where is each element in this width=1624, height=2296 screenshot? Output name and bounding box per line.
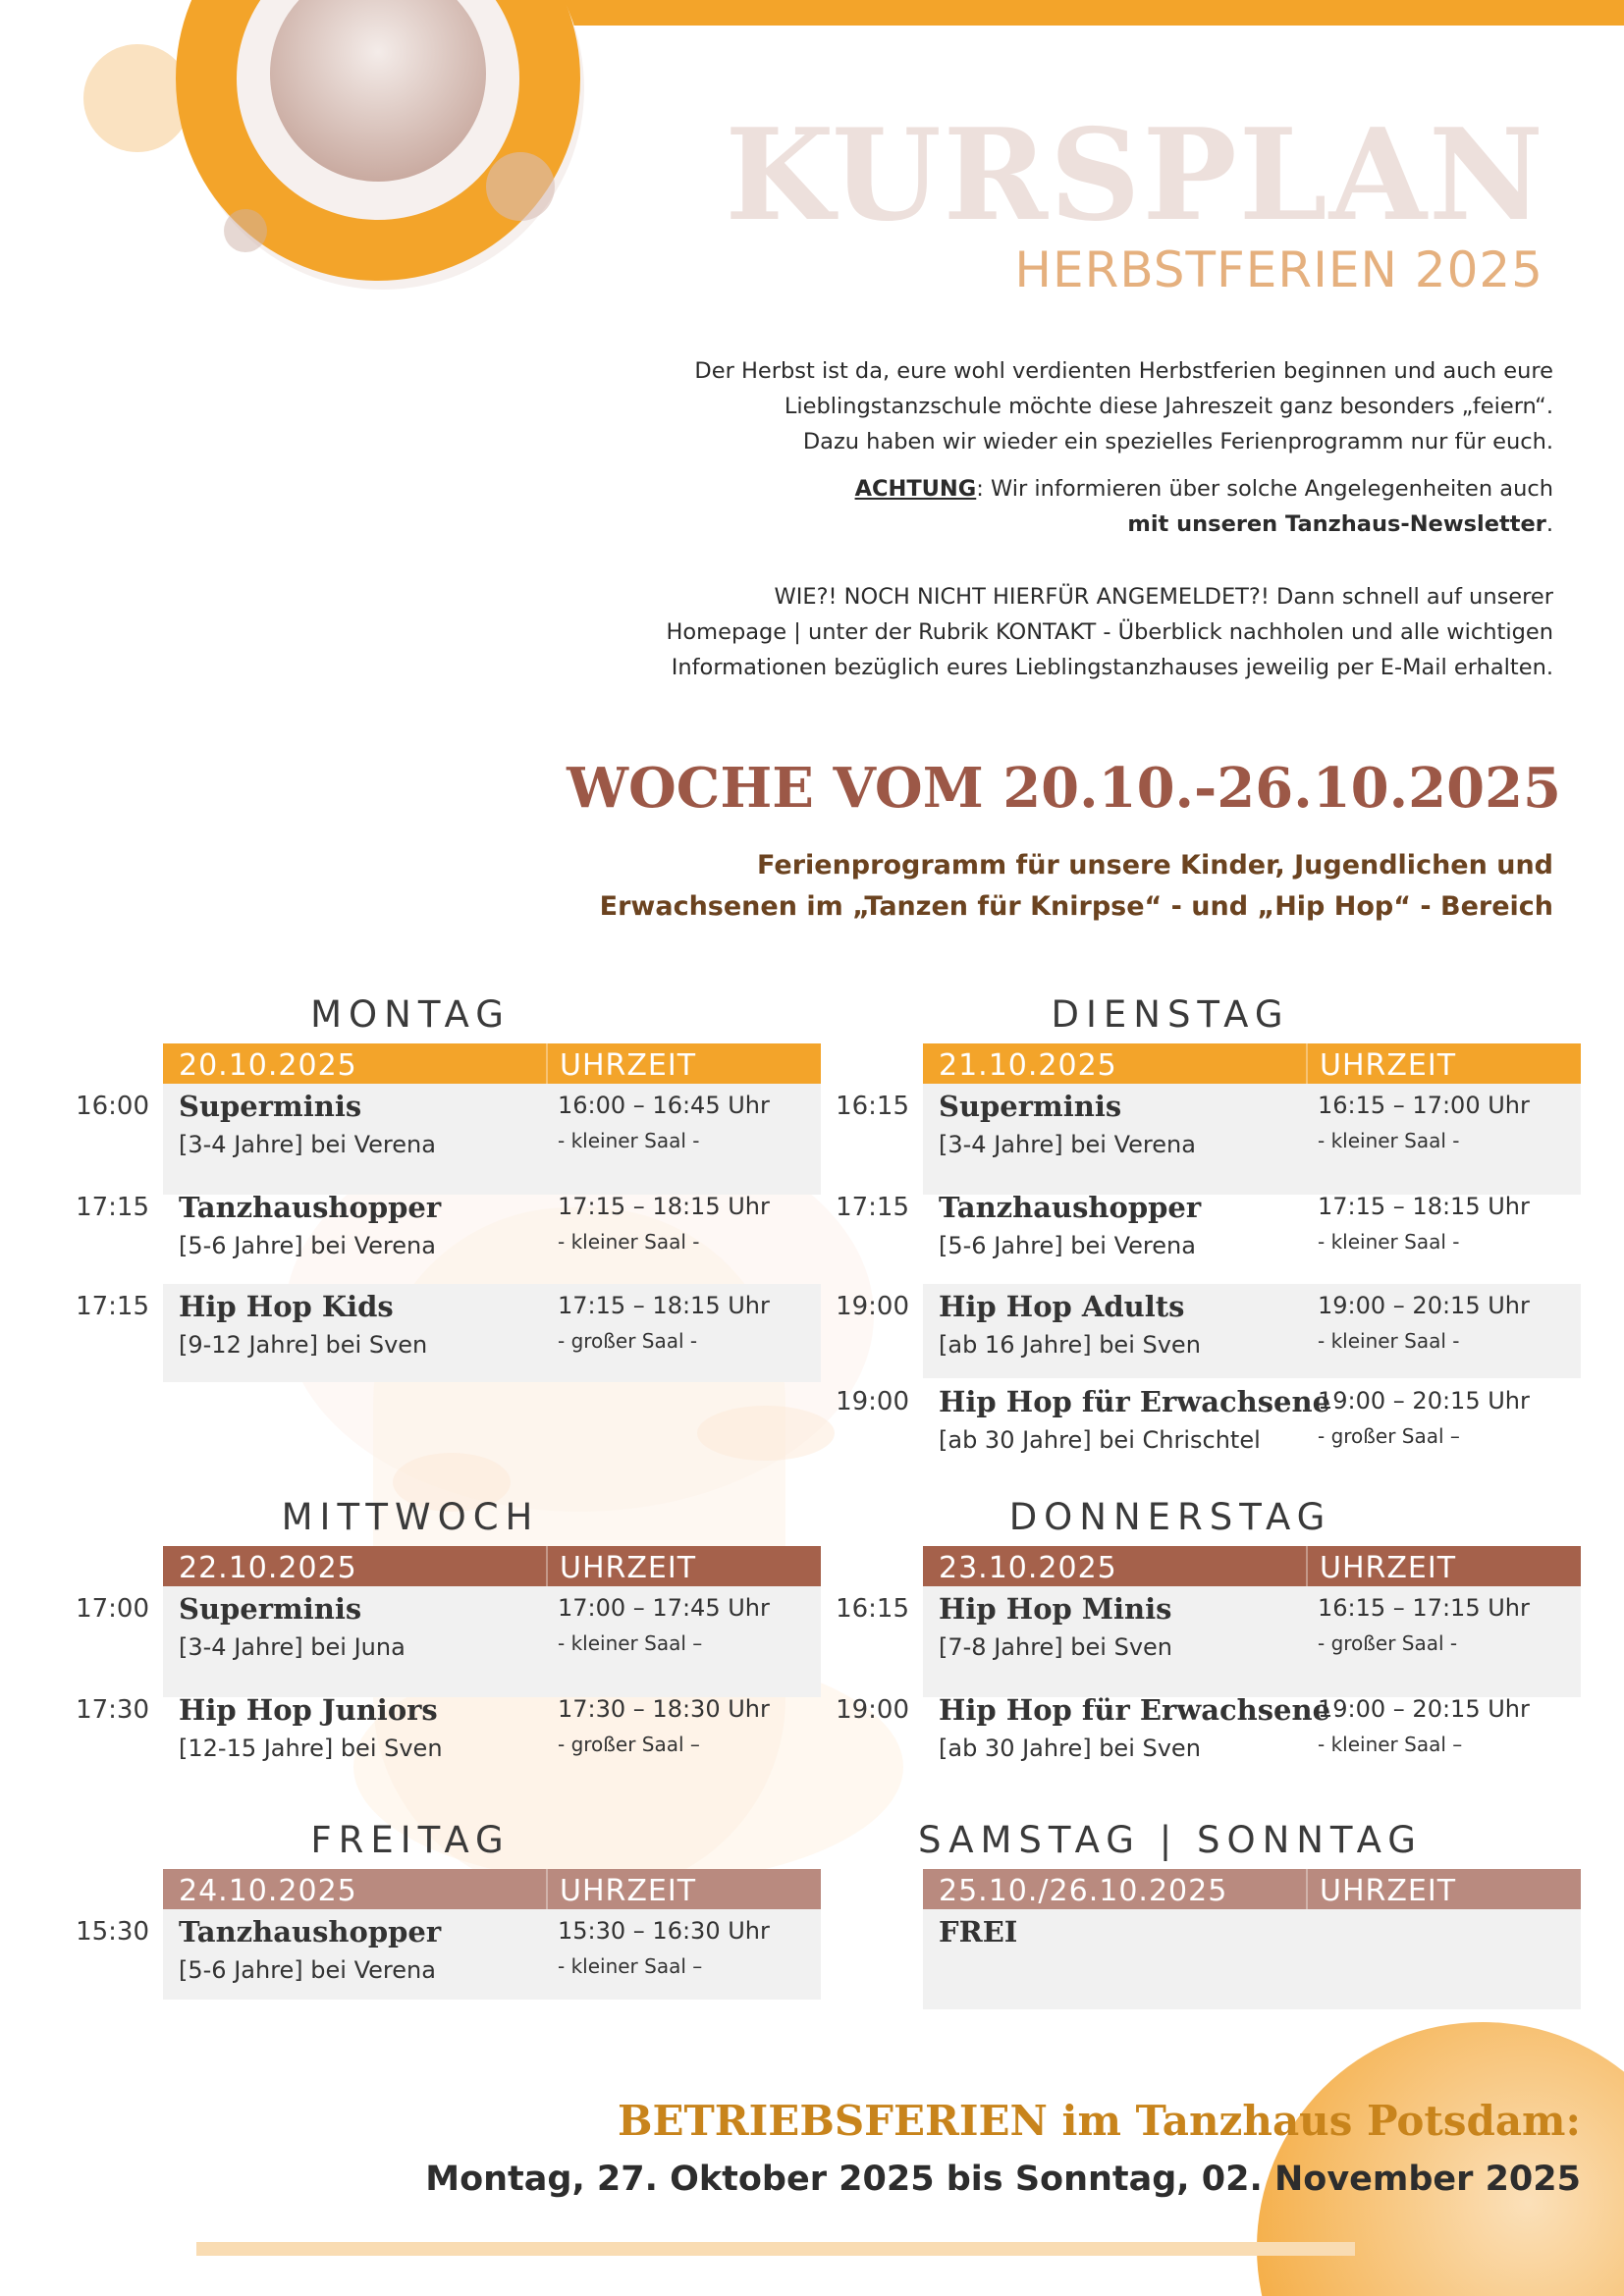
time-column-header: UHRZEIT	[1320, 1551, 1457, 1585]
header-divider	[1306, 1869, 1308, 1909]
course-room: - kleiner Saal –	[558, 1954, 703, 1978]
newsletter-text: mit unseren Tanzhaus-Newsletter	[1127, 511, 1546, 537]
header-divider	[546, 1043, 548, 1084]
course-detail: [7-8 Jahre] bei Sven	[939, 1633, 1172, 1661]
signup-line: Informationen bezüglich eures Lieblingstanzhauses jeweilig per E-Mail erhalten.	[671, 655, 1553, 680]
course-detail: [ab 30 Jahre] bei Chrischtel	[939, 1426, 1261, 1454]
day-table-header	[923, 1869, 1581, 1909]
course-detail: [5-6 Jahre] bei Verena	[939, 1232, 1196, 1259]
newsletter-line	[855, 507, 1553, 542]
time-column-header: UHRZEIT	[560, 1551, 697, 1585]
course-detail: [3-4 Jahre] bei Verena	[179, 1131, 436, 1158]
course-name: Hip Hop Juniors	[179, 1693, 438, 1727]
course-detail: [ab 16 Jahre] bei Sven	[939, 1331, 1201, 1359]
header-divider	[546, 1546, 548, 1586]
course-time: 17:15 – 18:15 Uhr	[558, 1292, 770, 1319]
header-divider	[546, 1869, 548, 1909]
newsletter-end: .	[1545, 511, 1553, 537]
course-name: FREI	[939, 1915, 1018, 1949]
page-title: KURSPLAN	[725, 102, 1545, 249]
day-table-header	[163, 1546, 821, 1586]
week-subtitle: Erwachsenen im „Tanzen für Knirpse“ - und „Hip Hop“ - Bereich	[599, 891, 1553, 922]
course-row	[0, 1687, 821, 1786]
course-room: - großer Saal –	[1318, 1424, 1460, 1448]
course-detail: [ab 30 Jahre] bei Sven	[939, 1735, 1201, 1762]
course-time: 16:15 – 17:00 Uhr	[1318, 1092, 1530, 1119]
attention-paragraph	[855, 471, 1553, 542]
course-room: - kleiner Saal -	[1318, 1230, 1460, 1254]
intro-paragraph	[694, 353, 1553, 459]
time-column-header: UHRZEIT	[560, 1048, 697, 1083]
signup-line: Homepage | unter der Rubrik KONTAKT - Überblick nachholen und alle wichtigen	[666, 619, 1553, 645]
course-row	[0, 1909, 821, 2000]
sun-circle-decoration	[0, 0, 727, 314]
day-date: 21.10.2025	[939, 1048, 1117, 1083]
course-room: - kleiner Saal -	[1318, 1329, 1460, 1353]
time-column-header: UHRZEIT	[560, 1874, 697, 1908]
course-time: 16:00 – 16:45 Uhr	[558, 1092, 770, 1119]
day-heading: FREITAG	[310, 1819, 511, 1861]
course-detail: [9-12 Jahre] bei Sven	[179, 1331, 428, 1359]
closure-title: BETRIEBSFERIEN im Tanzhaus Potsdam:	[617, 2097, 1581, 2145]
week-subtitle: Ferienprogramm für unsere Kinder, Jugendlichen und	[757, 850, 1553, 881]
start-time: 16:00	[76, 1092, 149, 1121]
day-heading: DIENSTAG	[1051, 993, 1290, 1036]
course-detail: [5-6 Jahre] bei Verena	[179, 1232, 436, 1259]
attention-label: ACHTUNG	[854, 476, 977, 502]
start-time: 17:15	[76, 1292, 149, 1321]
course-time: 17:00 – 17:45 Uhr	[558, 1594, 770, 1622]
course-row	[760, 1687, 1581, 1786]
start-time: 17:15	[836, 1193, 909, 1222]
day-heading: DONNERSTAG	[1008, 1496, 1332, 1538]
day-heading: MONTAG	[310, 993, 511, 1036]
course-room: - kleiner Saal -	[558, 1230, 700, 1254]
week-title: WOCHE VOM 20.10.-26.10.2025	[567, 756, 1561, 821]
course-name: Hip Hop Adults	[939, 1290, 1185, 1323]
day-table-header	[923, 1546, 1581, 1586]
course-row	[0, 1185, 821, 1283]
signup-paragraph	[667, 579, 1554, 685]
course-time: 19:00 – 20:15 Uhr	[1318, 1387, 1530, 1415]
start-time: 19:00	[836, 1292, 909, 1321]
course-room: - großer Saal -	[558, 1329, 698, 1353]
day-table-header	[163, 1043, 821, 1084]
day-date: 25.10./26.10.2025	[939, 1874, 1228, 1908]
course-name: Superminis	[179, 1592, 362, 1626]
course-name: Superminis	[939, 1090, 1122, 1123]
day-date: 24.10.2025	[179, 1874, 357, 1908]
course-time: 17:30 – 18:30 Uhr	[558, 1695, 770, 1723]
day-date: 22.10.2025	[179, 1551, 357, 1585]
course-detail: [12-15 Jahre] bei Sven	[179, 1735, 443, 1762]
course-row	[760, 1586, 1581, 1697]
intro-line: Lieblingstanzschule möchte diese Jahreszeit ganz besonders „feiern“.	[784, 394, 1553, 419]
start-time: 17:15	[76, 1193, 149, 1222]
start-time: 16:15	[836, 1594, 909, 1624]
start-time: 19:00	[836, 1387, 909, 1416]
page-subtitle: HERBSTFERIEN 2025	[1014, 241, 1543, 298]
course-room: - kleiner Saal –	[1318, 1733, 1463, 1756]
course-room: - kleiner Saal -	[558, 1129, 700, 1152]
day-heading: SAMSTAG | SONNTAG	[918, 1819, 1423, 1861]
row-background	[923, 1909, 1581, 2009]
course-row	[0, 1284, 821, 1382]
course-room: - kleiner Saal –	[558, 1631, 703, 1655]
start-time: 19:00	[836, 1695, 909, 1725]
course-name: Superminis	[179, 1090, 362, 1123]
signup-line: WIE?! NOCH NICHT HIERFÜR ANGEMELDET?! Dann schnell auf unserer	[774, 584, 1553, 610]
course-name: Hip Hop für Erwachsene	[939, 1693, 1331, 1727]
day-date: 23.10.2025	[939, 1551, 1117, 1585]
course-row	[760, 1379, 1581, 1477]
time-column-header: UHRZEIT	[1320, 1048, 1457, 1083]
course-time: 19:00 – 20:15 Uhr	[1318, 1695, 1530, 1723]
time-column-header: UHRZEIT	[1320, 1874, 1457, 1908]
day-date: 20.10.2025	[179, 1048, 357, 1083]
day-table-header	[163, 1869, 821, 1909]
course-name: Hip Hop für Erwachsene	[939, 1385, 1331, 1418]
course-detail: [3-4 Jahre] bei Juna	[179, 1633, 406, 1661]
course-detail: [5-6 Jahre] bei Verena	[179, 1956, 436, 1984]
course-time: 16:15 – 17:15 Uhr	[1318, 1594, 1530, 1622]
course-room: - großer Saal –	[558, 1733, 700, 1756]
start-time: 16:15	[836, 1092, 909, 1121]
bottom-accent-line	[196, 2242, 1355, 2256]
course-row	[0, 1084, 821, 1195]
course-name: Tanzhaushopper	[179, 1191, 442, 1224]
course-row	[760, 1284, 1581, 1378]
day-table-header	[923, 1043, 1581, 1084]
course-time: 17:15 – 18:15 Uhr	[1318, 1193, 1530, 1220]
intro-line: Dazu haben wir wieder ein spezielles Ferienprogramm nur für euch.	[802, 429, 1553, 454]
course-time: 17:15 – 18:15 Uhr	[558, 1193, 770, 1220]
intro-line: Der Herbst ist da, eure wohl verdienten Herbstferien beginnen und auch eure	[694, 358, 1553, 384]
course-row	[760, 1084, 1581, 1195]
course-name: Hip Hop Minis	[939, 1592, 1172, 1626]
closure-dates: Montag, 27. Oktober 2025 bis Sonntag, 02. November 2025	[425, 2160, 1581, 2199]
start-time: 17:30	[76, 1695, 149, 1725]
header-divider	[1306, 1043, 1308, 1084]
course-room: - großer Saal -	[1318, 1631, 1458, 1655]
course-room: - kleiner Saal -	[1318, 1129, 1460, 1152]
header-divider	[1306, 1546, 1308, 1586]
start-time: 17:00	[76, 1594, 149, 1624]
course-time: 19:00 – 20:15 Uhr	[1318, 1292, 1530, 1319]
course-detail: [3-4 Jahre] bei Verena	[939, 1131, 1196, 1158]
course-row	[760, 1909, 1581, 2009]
attention-text: : Wir informieren über solche Angelegenheiten auch	[976, 476, 1553, 502]
course-row	[0, 1586, 821, 1697]
course-name: Hip Hop Kids	[179, 1290, 394, 1323]
day-heading: MITTWOCH	[281, 1496, 540, 1538]
course-time: 15:30 – 16:30 Uhr	[558, 1917, 770, 1945]
course-name: Tanzhaushopper	[939, 1191, 1202, 1224]
course-name: Tanzhaushopper	[179, 1915, 442, 1949]
start-time: 15:30	[76, 1917, 149, 1947]
course-row	[760, 1185, 1581, 1283]
attention-line	[855, 471, 1553, 507]
